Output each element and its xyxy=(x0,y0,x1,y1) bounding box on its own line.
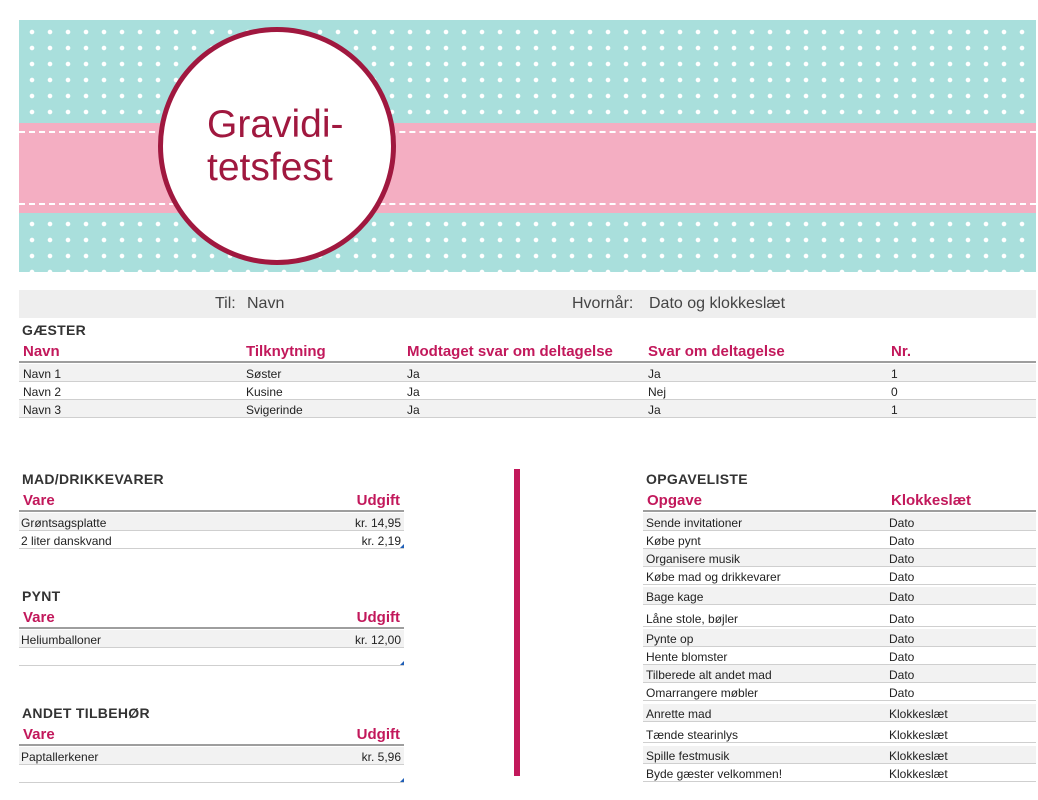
guest-relation: Kusine xyxy=(246,385,283,399)
task-time: Dato xyxy=(889,686,915,700)
table-row[interactable] xyxy=(643,764,1036,782)
cell-resize-handle[interactable] xyxy=(400,544,404,548)
table-row[interactable] xyxy=(643,647,1036,665)
task-name: Hente blomster xyxy=(646,650,728,664)
task-time: Dato xyxy=(889,668,915,682)
table-row[interactable] xyxy=(19,747,404,765)
table-row[interactable] xyxy=(19,648,404,666)
tasks-col-time: Klokkeslæt xyxy=(891,492,972,509)
task-time: Klokkeslæt xyxy=(889,767,948,781)
table-row[interactable] xyxy=(19,382,1036,400)
task-name: Organisere musik xyxy=(646,552,741,566)
other-item: Paptallerkener xyxy=(21,750,99,764)
guest-relation: Søster xyxy=(246,367,282,381)
guests-header-row xyxy=(19,342,1036,363)
task-name: Sende invitationer xyxy=(646,516,743,530)
task-time: Dato xyxy=(889,632,915,646)
decor-cost: kr. 12,00 xyxy=(354,633,401,647)
task-time: Dato xyxy=(889,612,915,626)
table-row[interactable] xyxy=(19,400,1036,418)
task-time: Dato xyxy=(889,650,915,664)
task-time: Dato xyxy=(889,552,915,566)
table-row[interactable] xyxy=(643,513,1036,531)
food-header-row xyxy=(19,491,404,512)
guest-rsvp: Ja xyxy=(648,367,661,381)
tasks-section-title: OPGAVELISTE xyxy=(646,471,748,487)
decor-section-title: PYNT xyxy=(22,588,61,604)
task-name: Anrette mad xyxy=(646,707,712,721)
food-section-title: MAD/DRIKKEVARER xyxy=(22,471,164,487)
table-row[interactable] xyxy=(19,531,404,549)
to-value[interactable]: Navn xyxy=(247,295,285,312)
decor-col-item: Vare xyxy=(23,609,55,626)
guests-section-title: GÆSTER xyxy=(22,322,87,338)
table-row[interactable] xyxy=(19,630,404,648)
food-item: Grøntsagsplatte xyxy=(21,516,107,530)
table-row[interactable] xyxy=(643,704,1036,722)
guest-rsvp-received: Ja xyxy=(407,367,420,381)
task-name: Bage kage xyxy=(646,590,704,604)
task-name: Spille festmusik xyxy=(646,749,730,763)
table-row[interactable] xyxy=(643,665,1036,683)
food-col-cost: Udgift xyxy=(356,492,400,509)
guest-name: Navn 3 xyxy=(23,403,62,417)
cell-resize-handle[interactable] xyxy=(400,778,404,782)
guest-rsvp: Nej xyxy=(648,385,667,399)
header-banner xyxy=(19,20,1036,272)
table-row[interactable] xyxy=(643,725,1036,743)
tasks-header-row xyxy=(643,491,1036,512)
guest-name: Navn 1 xyxy=(23,367,62,381)
column-divider xyxy=(514,469,520,776)
guests-col-rsvp: Svar om deltagelse xyxy=(648,343,785,360)
task-name: Tænde stearinlys xyxy=(646,728,739,742)
task-name: Byde gæster velkommen! xyxy=(646,767,783,781)
guests-col-count: Nr. xyxy=(891,343,912,360)
guests-col-name: Navn xyxy=(23,343,60,360)
task-time: Dato xyxy=(889,590,915,604)
task-name: Købe mad og drikkevarer xyxy=(646,570,781,584)
task-name: Pynte op xyxy=(646,632,694,646)
other-header-row xyxy=(19,725,404,746)
other-cost: kr. 5,96 xyxy=(361,750,401,764)
info-bar xyxy=(19,290,1036,318)
guest-count: 1 xyxy=(891,403,898,417)
table-row[interactable] xyxy=(643,549,1036,567)
task-name: Købe pynt xyxy=(646,534,701,548)
table-row[interactable] xyxy=(643,629,1036,647)
decor-col-cost: Udgift xyxy=(356,609,400,626)
table-row[interactable] xyxy=(643,683,1036,701)
task-time: Dato xyxy=(889,534,915,548)
table-row[interactable] xyxy=(19,513,404,531)
task-time: Klokkeslæt xyxy=(889,707,948,721)
tasks-col-task: Opgave xyxy=(647,492,703,509)
decor-header-row xyxy=(19,608,404,629)
food-col-item: Vare xyxy=(23,492,55,509)
when-value[interactable]: Dato og klokkeslæt xyxy=(649,295,786,312)
guest-rsvp-received: Ja xyxy=(407,385,420,399)
title-circle xyxy=(158,27,396,265)
food-item: 2 liter danskvand xyxy=(21,534,112,548)
other-section-title: ANDET TILBEHØR xyxy=(22,705,150,721)
to-label: Til: xyxy=(215,295,236,312)
table-row[interactable] xyxy=(643,609,1036,627)
other-col-cost: Udgift xyxy=(356,726,400,743)
guest-relation: Svigerinde xyxy=(246,403,303,417)
guest-name: Navn 2 xyxy=(23,385,62,399)
guests-col-rsvp-received: Modtaget svar om deltagelse xyxy=(407,343,613,360)
table-row[interactable] xyxy=(643,587,1036,605)
cell-resize-handle[interactable] xyxy=(400,661,404,665)
other-col-item: Vare xyxy=(23,726,55,743)
guest-count: 1 xyxy=(891,367,898,381)
food-cost: kr. 14,95 xyxy=(354,516,401,530)
title-line-2: tetsfest xyxy=(207,146,333,189)
task-time: Dato xyxy=(889,516,915,530)
food-cost: kr. 2,19 xyxy=(361,534,401,548)
task-time: Klokkeslæt xyxy=(889,728,948,742)
task-time: Klokkeslæt xyxy=(889,749,948,763)
guest-count: 0 xyxy=(891,385,898,399)
table-row[interactable] xyxy=(643,746,1036,764)
decor-item: Heliumballoner xyxy=(21,633,102,647)
table-row[interactable] xyxy=(19,364,1036,382)
task-name: Låne stole, bøjler xyxy=(646,612,739,626)
title-line-1: Gravidi- xyxy=(207,103,344,146)
task-time: Dato xyxy=(889,570,915,584)
guests-col-relation: Tilknytning xyxy=(246,343,326,360)
guest-rsvp-received: Ja xyxy=(407,403,420,417)
table-row[interactable] xyxy=(643,531,1036,549)
task-name: Omarrangere møbler xyxy=(646,686,759,700)
page-title xyxy=(207,103,357,189)
when-label: Hvornår: xyxy=(572,295,634,312)
table-row[interactable] xyxy=(19,765,404,783)
table-row[interactable] xyxy=(643,567,1036,585)
guest-rsvp: Ja xyxy=(648,403,661,417)
task-name: Tilberede alt andet mad xyxy=(646,668,772,682)
